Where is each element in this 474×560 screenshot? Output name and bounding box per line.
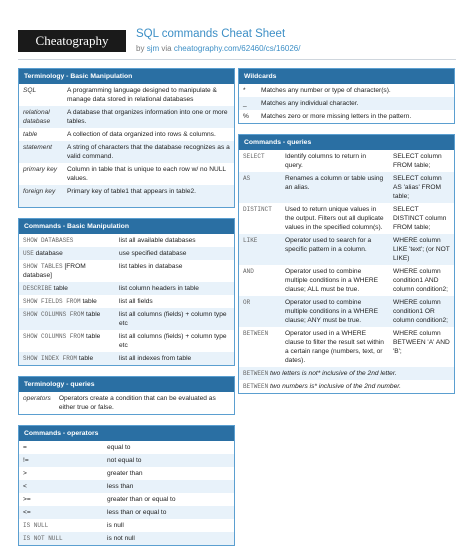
- table-row: [239, 110, 454, 123]
- description: use specified database: [115, 247, 234, 260]
- keyword: SELECT: [239, 150, 281, 172]
- table-row: [239, 150, 454, 172]
- description: not equal to: [103, 454, 234, 467]
- table-row: [19, 295, 234, 308]
- description: is null: [103, 519, 234, 532]
- section-title: Commands - Basic Manipulation: [19, 219, 234, 234]
- table-row: [19, 308, 234, 330]
- table-row: [239, 234, 454, 265]
- description: list all indexes from table: [115, 352, 234, 365]
- terminology-table: [19, 84, 234, 207]
- command: USE: [23, 250, 34, 257]
- table-row: [19, 493, 234, 506]
- keyword: BETWEEN: [239, 327, 281, 367]
- definition: A collection of data organized into rows & columns.: [63, 128, 234, 141]
- command: SHOW COLUMNS FROM: [23, 311, 85, 318]
- definition: A programming language designed to manipulate & manage data stored in relational databases: [63, 84, 234, 106]
- table-row: [19, 392, 234, 414]
- description: Operator used to combine multiple conditions in a WHERE clause; ALL must be true.: [281, 265, 389, 296]
- command: SHOW DATABASES: [23, 237, 74, 244]
- command: SHOW COLUMNS FROM: [23, 333, 85, 340]
- description: list all available databases: [115, 234, 234, 247]
- source-link[interactable]: cheatography.com/62460/cs/16026/: [173, 44, 301, 53]
- section-title: Wildcards: [239, 69, 454, 84]
- command: SHOW FIELDS FROM: [23, 298, 81, 305]
- section-wildcards: [238, 68, 455, 124]
- commands-basic-table: [19, 234, 234, 365]
- definition: Operators create a condition that can be evaluated as either true or false.: [55, 392, 234, 414]
- page-header: [0, 0, 474, 60]
- operators-table: [19, 441, 234, 545]
- keyword: OR: [239, 296, 281, 327]
- table-row: [239, 265, 454, 296]
- operator: IS NULL: [19, 519, 103, 532]
- description: Operator used to combine multiple conditions in a WHERE clause; ANY must be true.: [281, 296, 389, 327]
- term: operators: [23, 395, 51, 402]
- example: SELECT DISTINCT column FROM table;: [389, 203, 454, 234]
- by-text: by: [136, 44, 145, 53]
- operator: >: [19, 467, 103, 480]
- byline: [136, 44, 300, 53]
- term: relational database: [23, 109, 51, 125]
- table-row: [19, 506, 234, 519]
- table-row: [239, 97, 454, 110]
- table-row: [19, 467, 234, 480]
- note-between-letters: [239, 367, 454, 380]
- operator: <: [19, 480, 103, 493]
- section-queries: [238, 134, 455, 394]
- logo[interactable]: Cheatography: [18, 30, 126, 52]
- term: SQL: [23, 87, 37, 94]
- section-title: Terminology - Basic Manipulation: [19, 69, 234, 84]
- section-title: Commands - queries: [239, 135, 454, 150]
- table-row: [239, 203, 454, 234]
- description: Matches zero or more missing letters in the pattern.: [257, 110, 454, 123]
- table-row: [19, 84, 234, 106]
- command-arg: table: [51, 285, 68, 292]
- definition: Primary key of table1 that appears in table2.: [63, 185, 234, 207]
- description: less than or equal to: [103, 506, 234, 519]
- definition: A string of characters that the database recognizes as a valid command.: [63, 141, 234, 163]
- example: SELECT column FROM table;: [389, 150, 454, 172]
- terminology-queries-table: [19, 392, 234, 414]
- description: list all fields: [115, 295, 234, 308]
- table-row: [19, 106, 234, 128]
- operator: <=: [19, 506, 103, 519]
- queries-table: [239, 150, 454, 367]
- example: WHERE column BETWEEN 'A' AND 'B';: [389, 327, 454, 367]
- description: Matches any number or type of character(s).: [257, 84, 454, 97]
- table-row: [19, 282, 234, 295]
- table-row: [19, 519, 234, 532]
- author-link[interactable]: sjm: [146, 44, 160, 53]
- description: list tables in database: [115, 260, 234, 282]
- table-row: [19, 480, 234, 493]
- term: foreign key: [23, 188, 56, 195]
- description: Used to return unique values in the output. Filters out all duplicate values in the specified column(s).: [281, 203, 389, 234]
- command-arg: table: [80, 298, 97, 305]
- left-column: [18, 68, 235, 556]
- table-row: [19, 532, 234, 545]
- definition: Column in table that is unique to each row w/ no NULL values.: [63, 163, 234, 185]
- definition: A database that organizes information into one or more tables.: [63, 106, 234, 128]
- table-row: [19, 163, 234, 185]
- table-row: [19, 185, 234, 207]
- description: list column headers in table: [115, 282, 234, 295]
- table-row: [239, 172, 454, 203]
- via-text: via: [161, 44, 172, 53]
- example: WHERE column LIKE 'text'; (or NOT LIKE): [389, 234, 454, 265]
- table-row: [19, 352, 234, 365]
- table-row: [19, 247, 234, 260]
- description: list all columns (fields) + column type etc: [115, 330, 234, 352]
- description: Operator used in a WHERE clause to filter the result set within a certain range (numbers, text, or dates).: [281, 327, 389, 367]
- section-title: Terminology - queries: [19, 377, 234, 392]
- header-divider: [18, 59, 456, 60]
- note-between-numbers: [239, 380, 454, 393]
- section-terminology-queries: [18, 376, 235, 415]
- operator: >=: [19, 493, 103, 506]
- note-text: two numbers is* inclusive of the 2nd number.: [268, 383, 402, 390]
- command-arg: table: [84, 311, 101, 318]
- description: less than: [103, 480, 234, 493]
- table-row: [19, 141, 234, 163]
- example: SELECT column AS 'alias' FROM table;: [389, 172, 454, 203]
- keyword: AS: [239, 172, 281, 203]
- description: Operator used to search for a specific pattern in a column.: [281, 234, 389, 265]
- example: WHERE column condition1 AND column condition2;: [389, 265, 454, 296]
- section-commands-basic: [18, 218, 235, 366]
- command: SHOW TABLES: [23, 263, 63, 270]
- description: greater than or equal to: [103, 493, 234, 506]
- command: SHOW INDEX FROM: [23, 355, 78, 362]
- section-operators: [18, 425, 235, 546]
- description: is not null: [103, 532, 234, 545]
- command-arg: [FROM database]: [23, 263, 86, 279]
- section-title: Commands - operators: [19, 426, 234, 441]
- page-title: SQL commands Cheat Sheet: [136, 28, 286, 40]
- wildcard: _: [239, 97, 257, 110]
- table-row: [19, 441, 234, 454]
- right-column: [238, 68, 455, 404]
- table-row: [19, 330, 234, 352]
- example: WHERE column condition1 OR column condition2;: [389, 296, 454, 327]
- keyword: AND: [239, 265, 281, 296]
- description: greater than: [103, 467, 234, 480]
- description: Renames a column or table using an alias.: [281, 172, 389, 203]
- note-text: two letters is not* inclusive of the 2nd letter.: [268, 370, 397, 377]
- table-row: [19, 234, 234, 247]
- note-keyword: BETWEEN: [243, 370, 269, 377]
- wildcards-table: [239, 84, 454, 123]
- description: equal to: [103, 441, 234, 454]
- note-keyword: BETWEEN: [243, 383, 269, 390]
- keyword: LIKE: [239, 234, 281, 265]
- operator: =: [19, 441, 103, 454]
- table-row: [239, 327, 454, 367]
- term: primary key: [23, 166, 58, 173]
- operator: IS NOT NULL: [19, 532, 103, 545]
- table-row: [239, 84, 454, 97]
- table-row: [19, 260, 234, 282]
- command-arg: table: [84, 333, 101, 340]
- description: list all columns (fields) + column type etc: [115, 308, 234, 330]
- wildcard: %: [239, 110, 257, 123]
- command-arg: table: [77, 355, 94, 362]
- command-arg: database: [33, 250, 63, 257]
- description: Identify columns to return in query.: [281, 150, 389, 172]
- wildcard: *: [239, 84, 257, 97]
- term: statement: [23, 144, 52, 151]
- command: DESCRIBE: [23, 285, 52, 292]
- term: table: [23, 131, 38, 138]
- table-row: [19, 128, 234, 141]
- section-terminology: [18, 68, 235, 208]
- keyword: DISTINCT: [239, 203, 281, 234]
- table-row: [239, 296, 454, 327]
- description: Matches any individual character.: [257, 97, 454, 110]
- operator: !=: [19, 454, 103, 467]
- table-row: [19, 454, 234, 467]
